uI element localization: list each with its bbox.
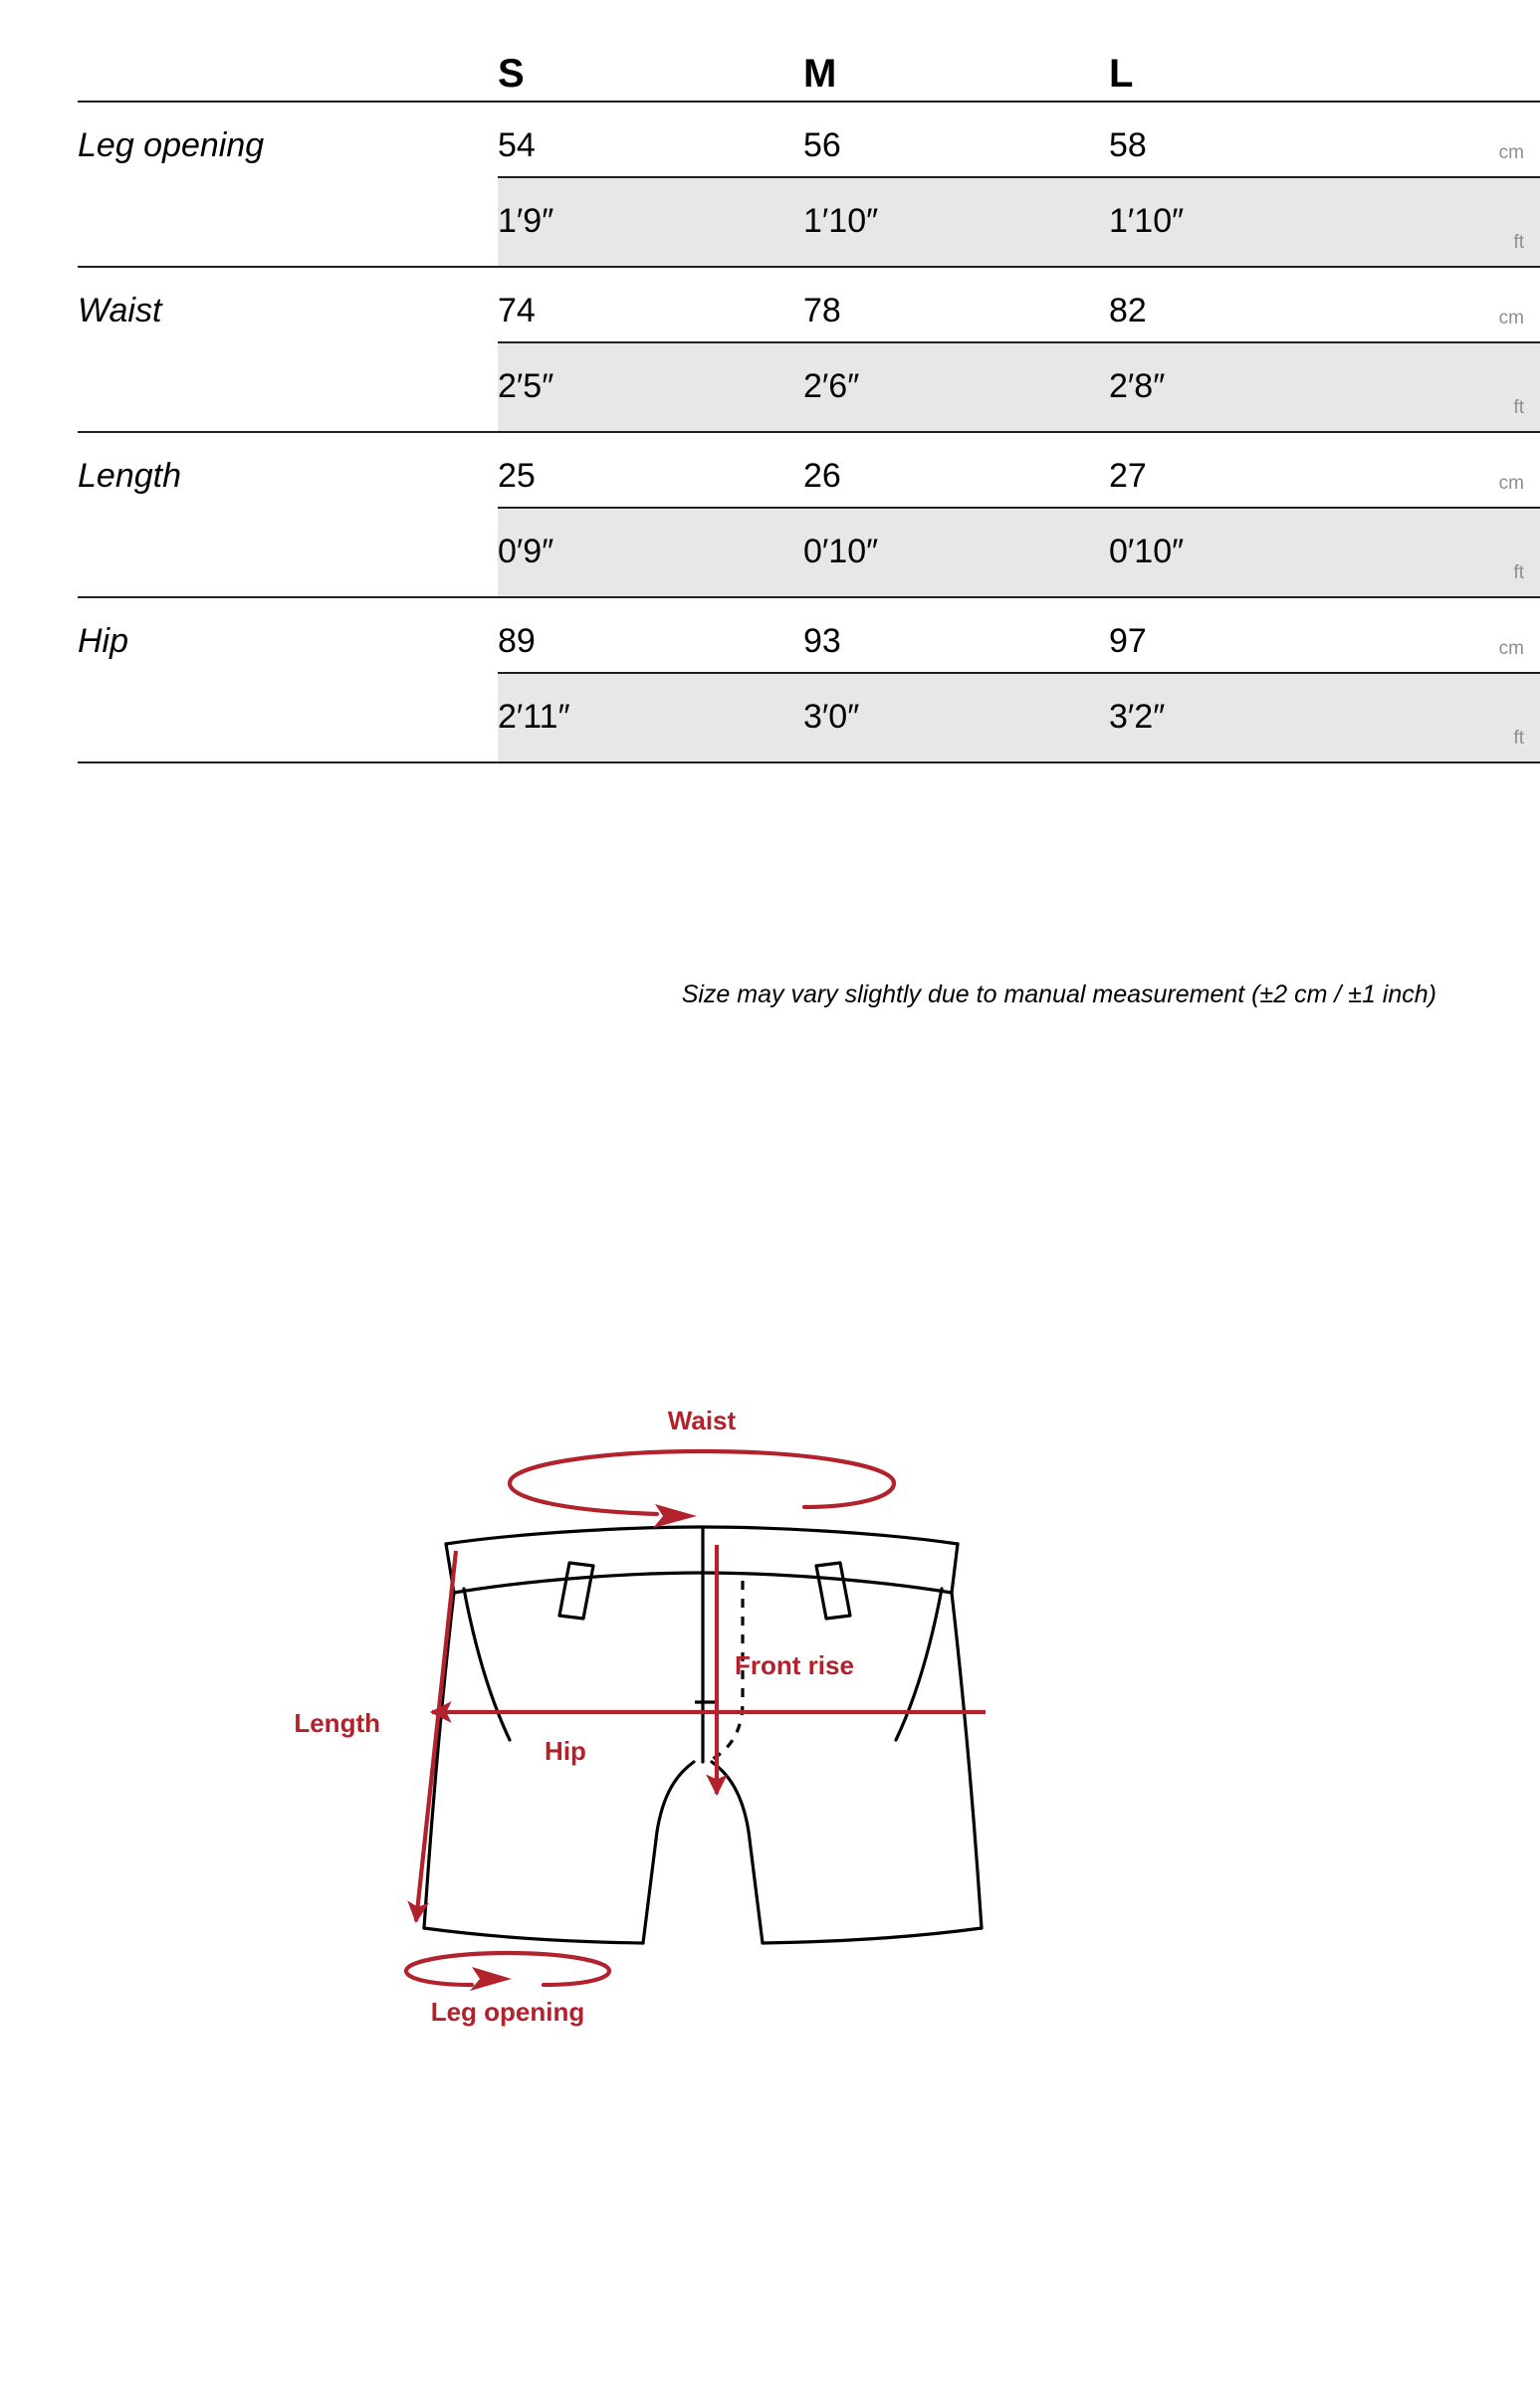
- front-rise-annotation: [717, 1545, 854, 1794]
- cell-length-cm-s: 25: [498, 432, 803, 508]
- measurement-disclaimer: Size may vary slightly due to manual measurement (±2 cm / ±1 inch): [681, 980, 1436, 1008]
- cell-leg-opening-cm-m: 56: [803, 102, 1109, 177]
- hip-label: Hip: [545, 1736, 586, 1766]
- cell-leg-opening-cm-s: 54: [498, 102, 803, 177]
- unit-label-ft: ft: [1415, 177, 1540, 267]
- table-row: [78, 342, 1540, 432]
- unit-label-cm: cm: [1415, 597, 1540, 673]
- front-rise-label: Front rise: [735, 1650, 854, 1680]
- unit-label-ft: ft: [1415, 673, 1540, 762]
- shorts-measurement-diagram: [294, 1404, 1005, 2027]
- cell-length-ft-m: 0′10″: [803, 508, 1109, 597]
- header-row: [78, 46, 1540, 102]
- unit-label-cm: cm: [1415, 102, 1540, 177]
- cell-hip-ft-s: 2′11″: [498, 673, 803, 762]
- hip-annotation: [432, 1712, 986, 1766]
- leg-opening-annotation: [406, 1953, 609, 2027]
- cell-length-cm-l: 27: [1109, 432, 1415, 508]
- leg-opening-ellipse-arrow: [406, 1953, 609, 1985]
- row-label-spacer: [78, 342, 498, 432]
- cell-hip-ft-l: 3′2″: [1109, 673, 1415, 762]
- column-header-s: S: [498, 52, 526, 96]
- cell-waist-cm-m: 78: [803, 267, 1109, 342]
- row-label-spacer: [78, 673, 498, 762]
- table-row: [78, 673, 1540, 762]
- header-unit: [1415, 46, 1540, 102]
- column-header-m: M: [803, 52, 837, 96]
- row-label-spacer: [78, 508, 498, 597]
- waist-ellipse-arrow: [510, 1451, 894, 1514]
- waist-annotation: [510, 1406, 894, 1528]
- row-label-leg-opening: Leg opening: [78, 102, 498, 177]
- belt-loops: [559, 1563, 850, 1619]
- row-label-waist: Waist: [78, 267, 498, 342]
- cell-hip-cm-l: 97: [1109, 597, 1415, 673]
- cell-length-ft-s: 0′9″: [498, 508, 803, 597]
- cell-waist-ft-m: 2′6″: [803, 342, 1109, 432]
- size-chart-table-wrapper: [78, 46, 1524, 763]
- table-head: [78, 46, 1540, 102]
- size-chart-table: [78, 46, 1540, 763]
- cell-hip-ft-m: 3′0″: [803, 673, 1109, 762]
- unit-label-ft: ft: [1415, 508, 1540, 597]
- table-row: [78, 267, 1540, 342]
- table-bottom-rule: [78, 762, 1540, 763]
- cell-waist-cm-l: 82: [1109, 267, 1415, 342]
- waist-label: Waist: [667, 1406, 737, 1435]
- row-label-length: Length: [78, 432, 498, 508]
- length-annotation: [294, 1551, 456, 1921]
- shorts-outline: [424, 1527, 982, 1943]
- cell-leg-opening-ft-l: 1′10″: [1109, 177, 1415, 267]
- column-header-l: L: [1109, 52, 1134, 96]
- length-label: Length: [294, 1708, 380, 1738]
- row-label-spacer: [78, 177, 498, 267]
- header-measurement: [78, 46, 498, 102]
- cell-leg-opening-ft-s: 1′9″: [498, 177, 803, 267]
- unit-label-ft: ft: [1415, 342, 1540, 432]
- cell-hip-cm-m: 93: [803, 597, 1109, 673]
- row-label-hip: Hip: [78, 597, 498, 673]
- table-row: [78, 177, 1540, 267]
- leg-opening-arrowhead: [470, 1967, 512, 1991]
- table-row: [78, 597, 1540, 673]
- table-body: [78, 102, 1540, 763]
- cell-length-ft-l: 0′10″: [1109, 508, 1415, 597]
- table-row: [78, 508, 1540, 597]
- cell-length-cm-m: 26: [803, 432, 1109, 508]
- table-row: [78, 432, 1540, 508]
- waist-arrowhead: [653, 1504, 697, 1528]
- unit-label-cm: cm: [1415, 432, 1540, 508]
- cell-leg-opening-ft-m: 1′10″: [803, 177, 1109, 267]
- leg-opening-label: Leg opening: [430, 1997, 585, 2027]
- cell-hip-cm-s: 89: [498, 597, 803, 673]
- cell-waist-ft-s: 2′5″: [498, 342, 803, 432]
- length-arrow: [416, 1551, 456, 1921]
- cell-waist-ft-l: 2′8″: [1109, 342, 1415, 432]
- unit-label-cm: cm: [1415, 267, 1540, 342]
- cell-waist-cm-s: 74: [498, 267, 803, 342]
- cell-leg-opening-cm-l: 58: [1109, 102, 1415, 177]
- table-row: [78, 102, 1540, 177]
